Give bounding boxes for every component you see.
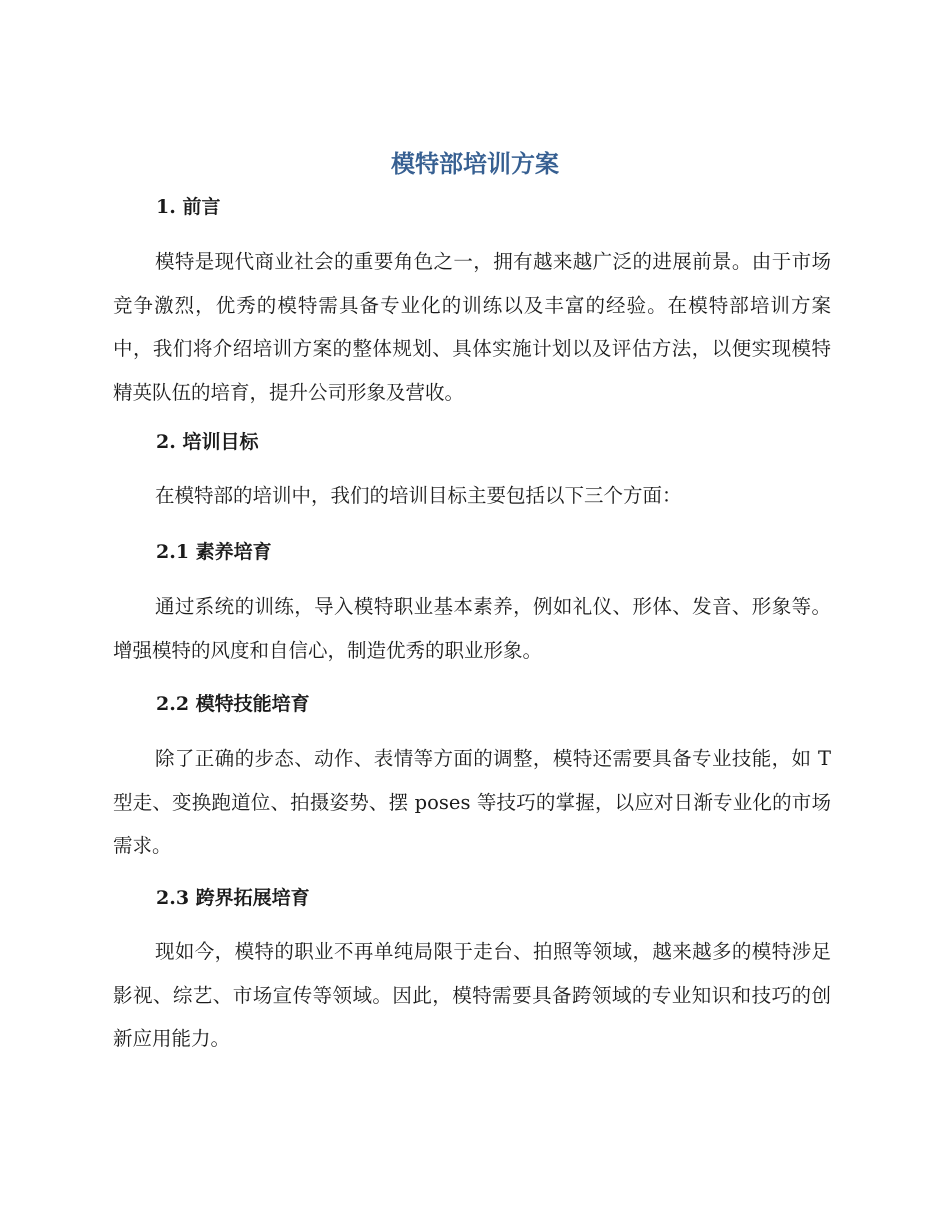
document-title: 模特部培训方案 <box>391 150 559 178</box>
section-heading-crossover: 2.3 跨界拓展培育 <box>156 887 310 909</box>
section-heading-training-goals: 2. 培训目标 <box>156 431 259 453</box>
section-heading-preface: 1. 前言 <box>156 196 221 218</box>
section-paragraph-preface: 模特是现代商业社会的重要角色之一，拥有越来越广泛的进展前景。由于市场竞争激烈，优秀的模特需具备专业化的训练以及丰富的经验。在模特部培训方案中，我们将介绍培训方案的整体规划、具体实施计划以及评估方法，以便实现模特精英队伍的培育，提升公司形象及营收。 <box>113 250 831 404</box>
section-heading-literacy: 2.1 素养培育 <box>156 541 272 563</box>
section-paragraph-skills: 除了正确的步态、动作、表情等方面的调整，模特还需要具备专业技能，如 T 型走、变换跑道位、拍摄姿势、摆 poses 等技巧的掌握，以应对日渐专业化的市场需求。 <box>113 747 831 857</box>
section-heading-skills: 2.2 模特技能培育 <box>156 693 310 715</box>
section-paragraph-crossover: 现如今，模特的职业不再单纯局限于走台、拍照等领域，越来越多的模特涉足影视、综艺、市场宣传等领域。因此，模特需要具备跨领域的专业知识和技巧的创新应用能力。 <box>113 940 831 1050</box>
section-paragraph-literacy: 通过系统的训练，导入模特职业基本素养，例如礼仪、形体、发音、形象等。增强模特的风度和自信心，制造优秀的职业形象。 <box>113 595 831 662</box>
section-paragraph-training-goals: 在模特部的培训中，我们的培训目标主要包括以下三个方面： <box>155 484 682 507</box>
